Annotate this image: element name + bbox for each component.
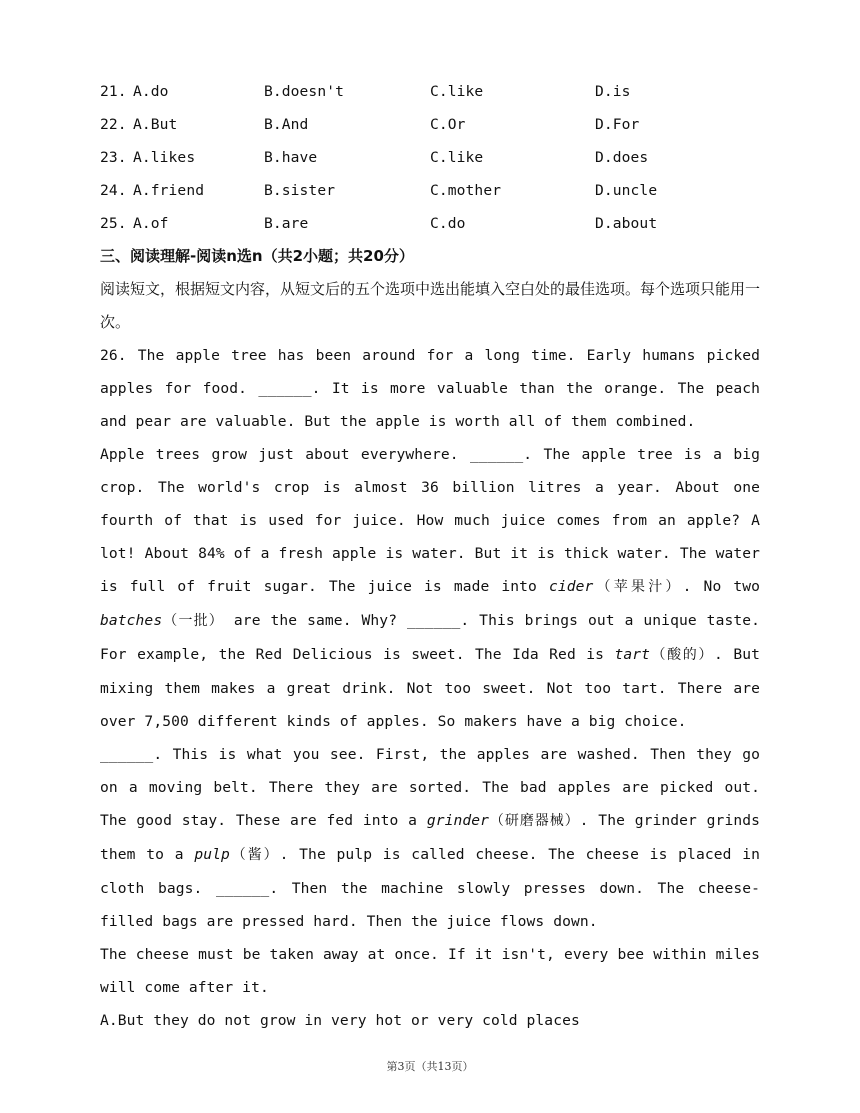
option-c: C.do bbox=[430, 215, 466, 232]
options-table bbox=[100, 75, 760, 240]
question-number: 23. bbox=[100, 149, 127, 166]
word-grinder: grinder bbox=[426, 812, 490, 829]
passage-paragraph-1: 26. The apple tree has been around for a long time. Early humans picked apples for food. ______. It is more valuable than the orange. The peach and pear are valuable. But the apple is worth all of them combined. bbox=[100, 347, 760, 430]
option-c: C.like bbox=[430, 83, 484, 100]
gloss-tart: （酸的） bbox=[649, 647, 715, 663]
option-b: B.have bbox=[264, 149, 318, 166]
answer-choice-a: A.But they do not grow in very hot or very cold places bbox=[100, 1012, 580, 1029]
option-row bbox=[100, 207, 760, 240]
section-instruction: 阅读短文，根据短文内容，从短文后的五个选项中选出能填入空白处的最佳选项。每个选项只能用一次。 bbox=[100, 280, 761, 331]
option-b: B.And bbox=[264, 116, 309, 133]
option-a: A.likes bbox=[133, 149, 196, 166]
option-b: B.are bbox=[264, 215, 309, 232]
option-d: D.is bbox=[595, 83, 631, 100]
word-cider: cider bbox=[548, 578, 594, 595]
word-pulp: pulp bbox=[194, 846, 230, 863]
option-b: B.sister bbox=[264, 182, 336, 199]
option-c: C.mother bbox=[430, 182, 502, 199]
passage-paragraph-3: ______. This is what you see. First, the apples are washed. Then they go on a moving belt. There they are sorted. The bad apples are picked out. The good stay. These are fed into a grinder（研磨器械）. The grinder grinds them to a pulp（酱）. The pulp is called cheese. The cheese is placed in cloth bags. ______. Then the machine slowly presses down. The cheese-filled bags are pressed hard. Then the juice flows down. bbox=[100, 746, 760, 930]
question-number: 25. bbox=[100, 215, 127, 232]
gloss-batches: （一批） bbox=[162, 613, 224, 629]
option-a: A.But bbox=[133, 116, 178, 133]
option-d: D.about bbox=[595, 215, 658, 232]
passage-paragraph-2: Apple trees grow just about everywhere. ______. The apple tree is a big crop. The world's crop is almost 36 billion litres a year. About one fourth of that is used for juice. How much juice comes from an apple? A lot! About 84% of a fresh apple is water. But it is thick water. The water is full of fruit sugar. The juice is made into cider（苹果汁）. No two batches（一批） are the same. Why? ______. This brings out a unique taste. For example, the Red Delicious is sweet. The Ida Red is tart（酸的）. But mixing them makes a great drink. Not too sweet. Not too tart. There are over 7,500 different kinds of apples. So makers have a big choice. bbox=[100, 446, 761, 730]
gloss-cider: （苹果汁） bbox=[593, 579, 683, 595]
option-a: A.friend bbox=[133, 182, 205, 199]
gloss-pulp: （酱） bbox=[229, 847, 280, 863]
option-c: C.Or bbox=[430, 116, 466, 133]
option-row bbox=[100, 141, 760, 174]
reading-passage bbox=[100, 339, 760, 1037]
document-page bbox=[100, 75, 760, 1037]
option-b: B.doesn't bbox=[264, 83, 344, 100]
passage-paragraph-4: The cheese must be taken away at once. If it isn't, every bee within miles will come after it. bbox=[100, 946, 760, 996]
gloss-grinder: （研磨器械） bbox=[489, 813, 580, 829]
option-d: D.does bbox=[595, 149, 649, 166]
question-number: 24. bbox=[100, 182, 127, 199]
word-tart: tart bbox=[614, 646, 650, 663]
page-footer: 第3页（共13页） bbox=[386, 1060, 474, 1073]
option-a: A.do bbox=[133, 83, 169, 100]
option-row bbox=[100, 108, 760, 141]
question-number: 22. bbox=[100, 116, 127, 133]
option-row bbox=[100, 174, 760, 207]
question-number: 21. bbox=[100, 83, 127, 100]
option-c: C.like bbox=[430, 149, 484, 166]
option-d: D.For bbox=[595, 116, 640, 133]
word-batches: batches bbox=[100, 612, 163, 629]
section-title: 三、阅读理解-阅读n选n（共2小题；共20分） bbox=[100, 247, 414, 265]
option-a: A.of bbox=[133, 215, 169, 232]
option-d: D.uncle bbox=[595, 182, 658, 199]
option-row bbox=[100, 75, 760, 108]
